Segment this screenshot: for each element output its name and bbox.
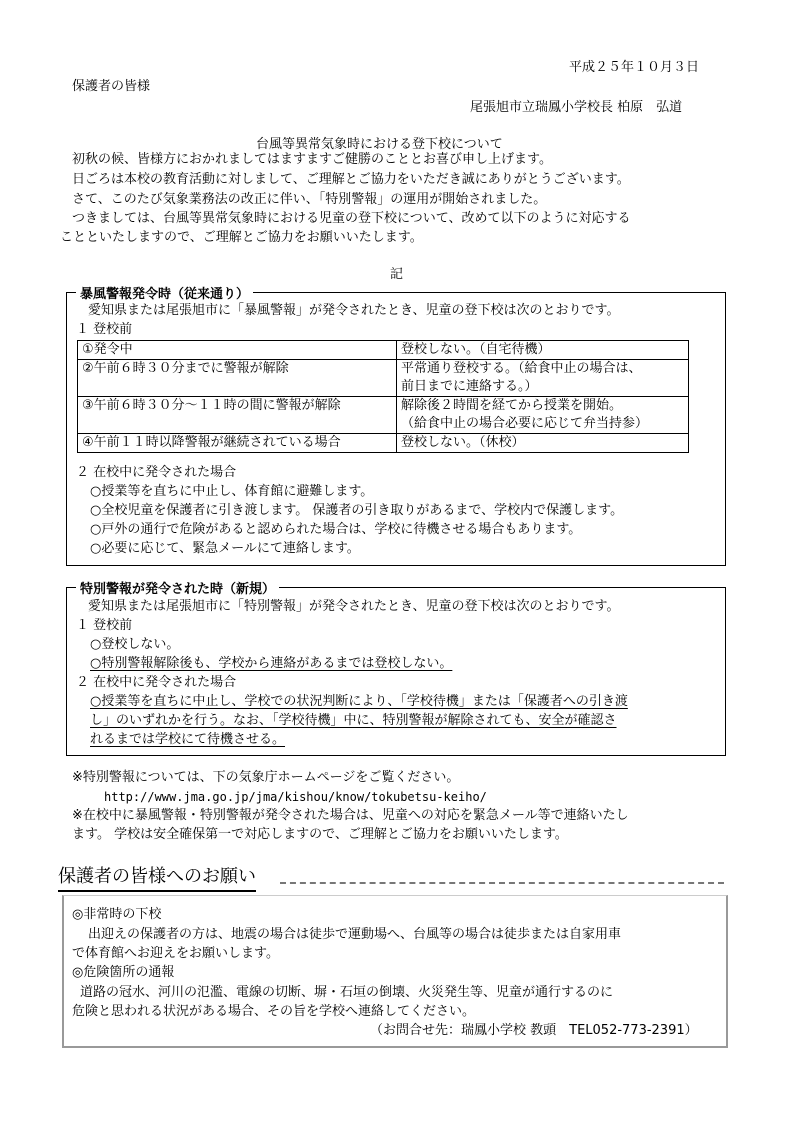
- special-sub-heading: ２ 在校中に発令された場合: [76, 675, 237, 690]
- action-line: 平常通り登校する。（給食中止の場合は、: [401, 361, 642, 376]
- storm-item: ○全校児童を保護者に引き渡します。 保護者の引き取りがあるまで、学校内で保護します。: [90, 503, 624, 518]
- storm-item: ○必要に応じて、緊急メールにて連絡します。: [90, 541, 360, 556]
- table-cell-condition: ④午前１１時以降警報が継続されている場合: [78, 434, 397, 453]
- request-text: 出迎えの保護者の方は、地震の場合は徒歩で運動場へ、台風等の場合は徒歩または自家用車: [88, 927, 622, 942]
- jma-url-link[interactable]: http://www.jma.go.jp/jma/kishou/know/tokubetsu-keiho/: [104, 790, 487, 804]
- action-line: 解除後２時間を経てから授業を開始。: [401, 398, 623, 413]
- special-item: ○特別警報解除後も、学校から連絡があるまでは登校しない。: [90, 656, 453, 671]
- table-row: [78, 360, 689, 397]
- table-cell-condition: ①発令中: [78, 341, 397, 360]
- intro-line: つきましては、台風等異常気象時における児童の登下校について、改めて以下のように対応する: [72, 211, 631, 226]
- intro-line: さて、このたび気象業務法の改正に伴い、「特別警報」の運用が開始されました。: [72, 192, 547, 207]
- document-date: 平成２５年１０月３日: [569, 60, 700, 75]
- table-row: [78, 434, 689, 453]
- document-title: 台風等異常気象時における登下校について: [256, 137, 503, 152]
- special-item: れるまでは学校にて待機させる。: [90, 732, 286, 747]
- storm-sub-heading: ２ 在校中に発令された場合: [76, 465, 237, 480]
- ki-marker: 記: [390, 267, 404, 282]
- special-sub-heading: １ 登校前: [76, 618, 133, 633]
- intro-line: ことといたしますので、ご理解とご協力をお願いいたします。: [60, 230, 423, 245]
- request-text: 危険と思われる状況がある場合、その旨を学校へ連絡してください。: [72, 1004, 476, 1019]
- table-cell-action: [397, 397, 689, 434]
- special-lead: 愛知県または尾張旭市に「特別警報」が発令されたとき、児童の登下校は次のとおりです。: [88, 599, 620, 614]
- note-line: ※特別警報については、下の気象庁ホームページをご覧ください。: [72, 770, 460, 785]
- sender: 尾張旭市立瑞鳳小学校長 柏原 弘道: [470, 100, 683, 115]
- action-line: （給食中止の場合必要に応じて弁当持参）: [401, 416, 649, 431]
- storm-warning-title: 暴風警報発令時（従来通り）: [76, 283, 253, 302]
- table-row: [78, 397, 689, 434]
- note-line: ※在校中に暴風警報・特別警報が発令された場合は、児童への対応を緊急メール等で連絡いたし: [72, 808, 629, 823]
- note-line: ます。 学校は安全確保第一で対応しますので、ご理解とご協力をお願いいたします。: [72, 827, 568, 842]
- action-line: 登校しない。（休校）: [401, 435, 525, 450]
- storm-lead: 愛知県または尾張旭市に「暴風警報」が発令されたとき、児童の登下校は次のとおりです。: [88, 303, 620, 318]
- table-row: [78, 341, 689, 360]
- intro-line: 初秋の候、皆様方におかれましてはますますご健勝のこととお喜び申し上げます。: [72, 152, 552, 167]
- intro-line: 日ごろは本校の教育活動に対しまして、ご理解とご協力をいただき誠にありがとうございます。: [72, 172, 630, 187]
- table-cell-condition: ②午前６時３０分までに警報が解除: [78, 360, 397, 397]
- request-heading: ◎危険箇所の通報: [72, 965, 175, 980]
- action-line: 前日までに連絡する。）: [401, 379, 538, 394]
- table-cell-action: [397, 434, 689, 453]
- action-line: 登校しない。（自宅待機）: [401, 342, 551, 357]
- special-item: ○登校しない。: [90, 637, 180, 652]
- request-title: 保護者の皆様へのお願い: [58, 862, 256, 892]
- contact-info: （お問合せ先：瑞鳳小学校 教頭 TEL052-773-2391）: [370, 1023, 698, 1038]
- storm-table: [77, 340, 689, 453]
- table-cell-action: [397, 341, 689, 360]
- request-heading: ◎非常時の下校: [72, 907, 162, 922]
- request-text: で体育館へお迎えをお願いします。: [72, 946, 279, 961]
- storm-item: ○授業等を直ちに中止し、体育館に避難します。: [90, 484, 374, 499]
- table-cell-condition: ③午前６時３０分～１１時の間に警報が解除: [78, 397, 397, 434]
- addressee: 保護者の皆様: [72, 79, 151, 94]
- special-item: し」のいずれかを行う。なお、「学校待機」中に、特別警報が解除されても、安全が確認さ: [90, 713, 617, 728]
- table-cell-action: [397, 360, 689, 397]
- storm-item: ○戸外の通行で危険があると認められた場合は、学校に待機させる場合もあります。: [90, 522, 582, 537]
- storm-sub-heading: １ 登校前: [76, 322, 133, 337]
- dashed-divider: [280, 882, 724, 884]
- request-text: 道路の冠水、河川の氾濫、電線の切断、塀・石垣の倒壊、火災発生等、児童が通行するのに: [80, 985, 614, 1000]
- special-warning-title: 特別警報が発令された時（新規）: [76, 578, 279, 597]
- special-item: ○授業等を直ちに中止し、学校での状況判断により、「学校待機」または「保護者への引き渡: [90, 694, 628, 709]
